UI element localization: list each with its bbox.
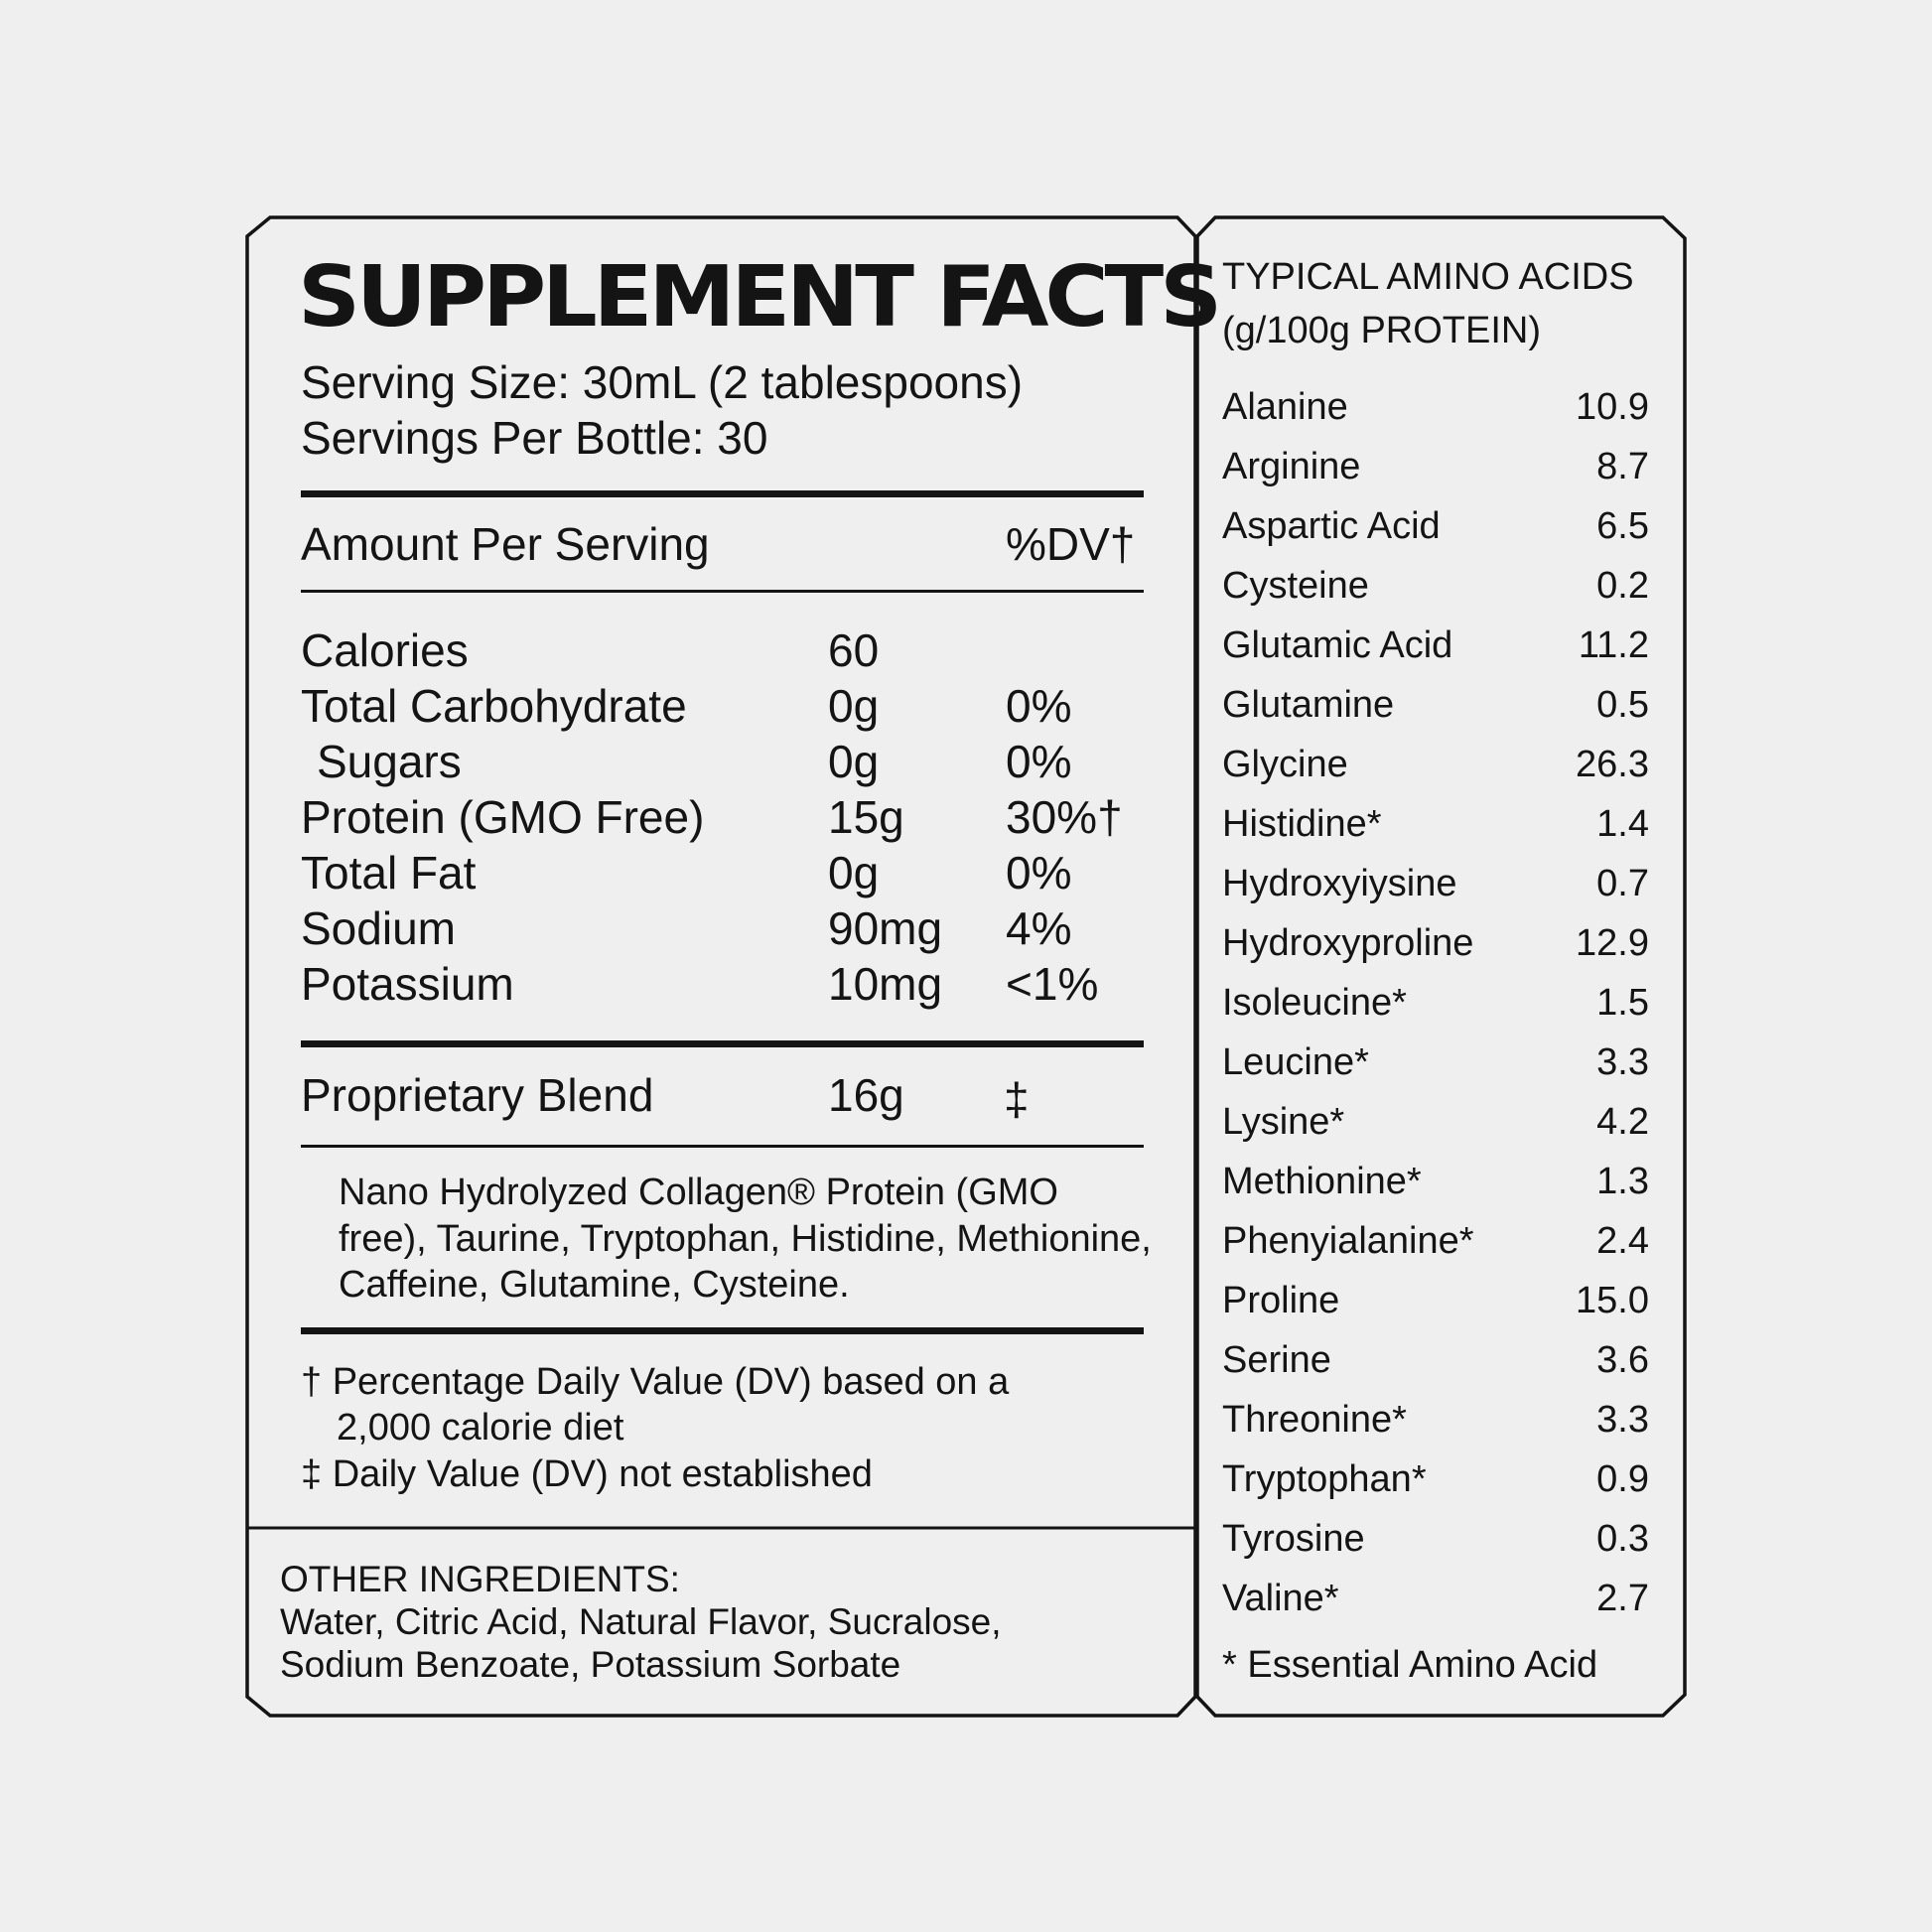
- footnote-double-dagger: ‡ Daily Value (DV) not established: [301, 1453, 873, 1495]
- amino-name: Serine: [1222, 1339, 1331, 1381]
- supplement-facts-title: SUPPLEMENT FACTS: [298, 248, 1219, 346]
- amino-value: 0.3: [1596, 1518, 1649, 1560]
- amino-row: [0, 1276, 1932, 1325]
- amino-name: Threonine*: [1222, 1399, 1407, 1441]
- nutrient-amount: 60: [828, 624, 880, 676]
- amino-value: 11.2: [1578, 624, 1649, 666]
- serving-size: Serving Size: 30mL (2 tablespoons): [301, 356, 1024, 408]
- amino-value: 2.4: [1596, 1220, 1649, 1262]
- amino-name: Cysteine: [1222, 565, 1369, 607]
- amino-row: [0, 1574, 1932, 1623]
- amino-value: 4.2: [1596, 1101, 1649, 1143]
- amino-name: Hydroxyproline: [1222, 922, 1474, 964]
- other-ingredients-line: Sodium Benzoate, Potassium Sorbate: [280, 1644, 901, 1685]
- thick-rule: [301, 490, 1144, 497]
- nutrient-dv: 4%: [1006, 902, 1072, 954]
- amino-name: Leucine*: [1222, 1041, 1369, 1083]
- nutrient-name: Total Carbohydrate: [301, 680, 687, 732]
- amino-name: Glutamic Acid: [1222, 624, 1453, 666]
- blend-amount: 16g: [828, 1069, 904, 1121]
- amino-name: Aspartic Acid: [1222, 505, 1441, 547]
- amino-row: [0, 442, 1932, 491]
- amino-value: 0.5: [1596, 684, 1649, 726]
- amino-name: Phenyialanine*: [1222, 1220, 1474, 1262]
- amino-value: 2.7: [1596, 1578, 1649, 1619]
- nutrient-amount: 15g: [828, 791, 904, 843]
- blend-name: Proprietary Blend: [301, 1069, 654, 1121]
- amino-row: [0, 1097, 1932, 1147]
- nutrient-amount: 0g: [828, 736, 880, 787]
- amino-row: [0, 1454, 1932, 1504]
- amino-row: [0, 799, 1932, 849]
- dv-header: %DV†: [1006, 518, 1136, 570]
- amino-value: 15.0: [1576, 1280, 1649, 1321]
- amino-value: 6.5: [1596, 505, 1649, 547]
- amino-name: Alanine: [1222, 386, 1348, 428]
- nutrient-dv: 0%: [1006, 736, 1072, 787]
- amino-row: [0, 918, 1932, 968]
- nutrient-dv: 30%†: [1006, 791, 1123, 843]
- amino-name: Proline: [1222, 1280, 1340, 1321]
- blend-ingredients: Nano Hydrolyzed Collagen® Protein (GMO free), Taurine, Tryptophan, Histidine, Methionine, Caffeine, Glutamine, Cysteine.: [339, 1172, 1152, 1306]
- amino-row: [0, 1395, 1932, 1445]
- nutrient-amount: 0g: [828, 680, 880, 732]
- amino-value: 0.7: [1596, 863, 1649, 904]
- amino-row: [0, 1157, 1932, 1206]
- amino-value: 3.6: [1596, 1339, 1649, 1381]
- amino-name: Tryptophan*: [1222, 1458, 1427, 1500]
- amino-name: Tyrosine: [1222, 1518, 1365, 1560]
- blend-dv: ‡: [1004, 1073, 1030, 1125]
- nutrient-name: Protein (GMO Free): [301, 791, 705, 843]
- amino-name: Hydroxyiysine: [1222, 863, 1457, 904]
- amino-value: 0.2: [1596, 565, 1649, 607]
- amino-row: [0, 1335, 1932, 1385]
- servings-per-bottle: Servings Per Bottle: 30: [301, 412, 768, 464]
- nutrient-amount: 90mg: [828, 902, 943, 954]
- nutrient-amount: 10mg: [828, 958, 943, 1010]
- amino-row: [0, 740, 1932, 789]
- nutrient-amount: 0g: [828, 847, 880, 898]
- essential-amino-note: * Essential Amino Acid: [1222, 1644, 1598, 1686]
- amino-row: [0, 561, 1932, 611]
- amino-value: 8.7: [1596, 446, 1649, 487]
- thick-rule: [301, 1327, 1144, 1334]
- nutrient-dv: <1%: [1006, 958, 1099, 1010]
- amino-row: [0, 978, 1932, 1028]
- amino-value: 1.3: [1596, 1161, 1649, 1202]
- amino-name: Histidine*: [1222, 803, 1382, 845]
- amino-value: 26.3: [1576, 744, 1649, 785]
- amino-row: [0, 501, 1932, 551]
- nutrient-name: Sugars: [317, 736, 462, 787]
- footnote-dagger: † Percentage Daily Value (DV) based on a: [301, 1361, 1010, 1403]
- amount-per-serving-header: Amount Per Serving: [301, 518, 710, 570]
- amino-row: [0, 1216, 1932, 1266]
- amino-name: Glycine: [1222, 744, 1348, 785]
- amino-value: 3.3: [1596, 1041, 1649, 1083]
- amino-value: 3.3: [1596, 1399, 1649, 1441]
- other-ingredients-line: Water, Citric Acid, Natural Flavor, Sucralose,: [280, 1601, 1002, 1642]
- amino-acids-title: TYPICAL AMINO ACIDS: [1222, 256, 1634, 298]
- amino-row: [0, 1514, 1932, 1564]
- footnote-dagger-continued: 2,000 calorie diet: [337, 1407, 624, 1449]
- amino-value: 0.9: [1596, 1458, 1649, 1500]
- other-ingredients-label: OTHER INGREDIENTS:: [280, 1559, 680, 1599]
- amino-acids-subtitle: (g/100g PROTEIN): [1222, 310, 1541, 351]
- amino-row: [0, 859, 1932, 908]
- nutrient-name: Potassium: [301, 958, 514, 1010]
- nutrient-name: Calories: [301, 624, 469, 676]
- amino-value: 1.4: [1596, 803, 1649, 845]
- nutrient-dv: 0%: [1006, 680, 1072, 732]
- amino-name: Arginine: [1222, 446, 1361, 487]
- amino-name: Valine*: [1222, 1578, 1339, 1619]
- amino-row: [0, 621, 1932, 670]
- nutrient-name: Sodium: [301, 902, 456, 954]
- amino-row: [0, 382, 1932, 432]
- amino-value: 12.9: [1576, 922, 1649, 964]
- amino-name: Methionine*: [1222, 1161, 1422, 1202]
- amino-row: [0, 680, 1932, 730]
- amino-value: 10.9: [1576, 386, 1649, 428]
- amino-name: Glutamine: [1222, 684, 1395, 726]
- nutrient-name: Total Fat: [301, 847, 477, 898]
- amino-name: Isoleucine*: [1222, 982, 1407, 1024]
- amino-value: 1.5: [1596, 982, 1649, 1024]
- amino-row: [0, 1037, 1932, 1087]
- nutrient-dv: 0%: [1006, 847, 1072, 898]
- amino-name: Lysine*: [1222, 1101, 1345, 1143]
